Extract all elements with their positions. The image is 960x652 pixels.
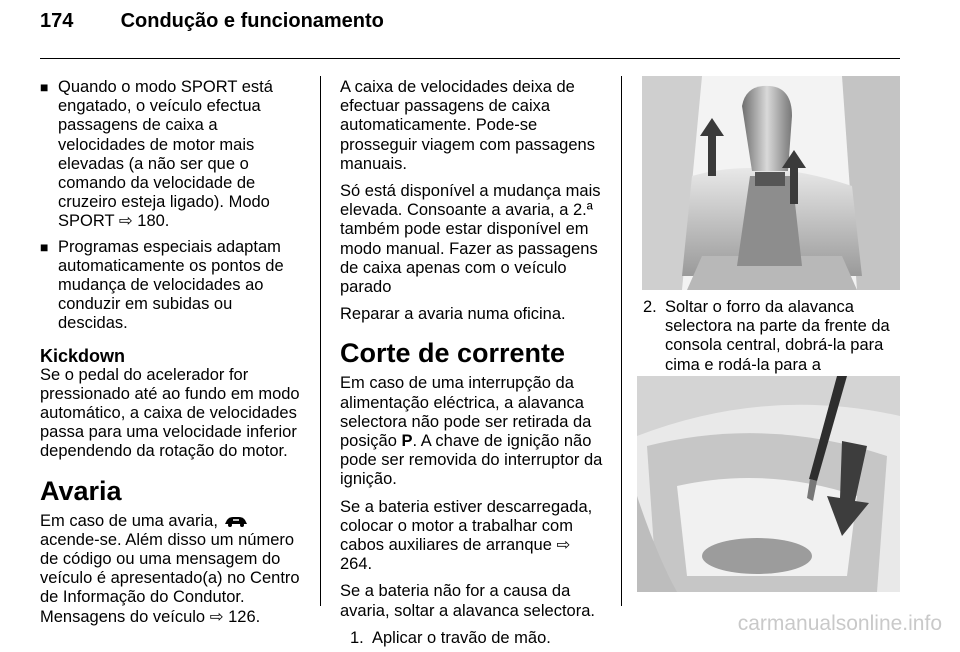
gear-selector-illustration — [642, 76, 900, 290]
list-item: ■ Quando o modo SPORT está engatado, o veículo efectua passagens de caixa a velocidades de motor mais elevadas (a não ser que o comando da velocidade de cruzeiro esteja ligado). Modo SPORT ⇨ 180. — [40, 78, 273, 231]
paragraph: Se a bateria não for a causa da avaria, soltar a alavanca selectora. — [340, 582, 595, 620]
watermark-text: carmanualsonline.info — [737, 612, 942, 635]
page-reference: 180. — [137, 212, 170, 231]
column-1 — [40, 78, 305, 635]
reference-arrow-icon: ⇨ — [556, 536, 571, 555]
selector-trim-removal-illustration — [637, 376, 900, 592]
list-item: ■ Programas especiais adaptam automaticamente os pontos de mudança de velocidades ao conduzir em subidas ou descidas. — [40, 237, 284, 333]
numbered-step: 2. Soltar o forro da alavanca selectora na parte da frente da consola central, dobrá-la para cima e rodá-la para a — [643, 298, 890, 374]
car-wrench-icon — [223, 515, 249, 527]
numbered-step: 1. Aplicar o travão de mão. — [350, 628, 551, 647]
paragraph: Reparar a avaria numa oficina. — [340, 305, 566, 324]
column-divider-2 — [621, 76, 622, 606]
avaria-paragraph: Em caso de uma avaria, acende-se. Além disso um número de código ou uma mensagem do veículo é apresentado(a) no Centro de Informação do Condutor. Mensagens do veículo ⇨ 126. — [40, 511, 300, 626]
paragraph: Só está disponível a mudança mais elevada. Consoante a avaria, a 2.ª também pode estar disponível em modo manual. Fazer as passagens de caixa apenas com o veículo parado — [340, 182, 601, 297]
bullet-square: ■ — [40, 238, 49, 255]
column-2 — [340, 78, 605, 652]
page-reference: 264. — [340, 555, 373, 574]
header-rule — [40, 58, 900, 59]
corte-heading: Corte de corrente — [340, 338, 566, 369]
reference-arrow-icon: ⇨ — [118, 212, 133, 231]
page-title: Condução e funcionamento — [120, 10, 384, 32]
bullet-square: ■ — [40, 79, 49, 95]
paragraph: Em caso de uma interrupção da alimentação eléctrica, a alavanca selectora não pode ser retirada da posição P. A chave de ignição não pode ser removida do interruptor da ignição. — [340, 374, 603, 489]
paragraph: Se a bateria estiver descarregada, colocar o motor a trabalhar com cabos auxiliares de arranque ⇨ 264. — [340, 497, 593, 574]
kickdown-heading: Kickdown — [40, 345, 126, 366]
paragraph: A caixa de velocidades deixa de efectuar passagens de caixa automaticamente. Pode-se prosseguir viagem com passagens manuais. — [340, 78, 595, 173]
column-divider-1 — [320, 76, 321, 606]
kickdown-paragraph: Se o pedal do acelerador for pressionado até ao fundo em modo automático, a caixa de velocidades passa para uma velocidade inferior dependendo da rotação do motor. — [40, 365, 300, 461]
page-number: 174 — [40, 10, 74, 32]
page-reference: 126. — [228, 607, 261, 626]
avaria-heading: Avaria — [40, 475, 122, 506]
reference-arrow-icon: ⇨ — [209, 607, 224, 626]
page-header — [40, 10, 384, 33]
